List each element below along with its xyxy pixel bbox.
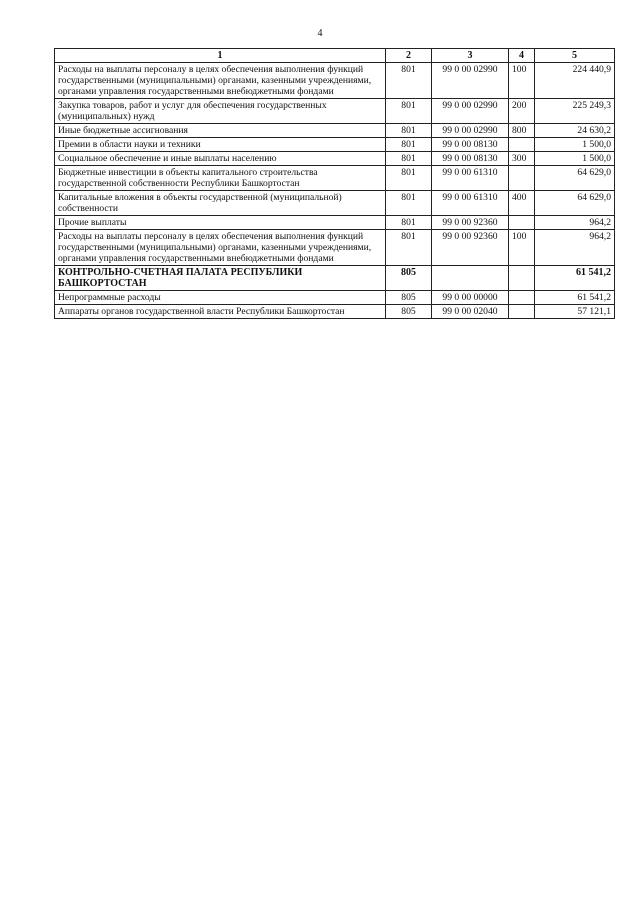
table-row bbox=[55, 216, 615, 230]
table-body bbox=[55, 63, 615, 319]
row-code: 99 0 00 92360 bbox=[432, 230, 509, 266]
row-dept: 801 bbox=[386, 138, 432, 152]
row-type bbox=[509, 166, 535, 191]
table-row-section-total bbox=[55, 266, 615, 291]
row-code bbox=[432, 266, 509, 291]
row-type: 800 bbox=[509, 124, 535, 138]
row-code: 99 0 00 02990 bbox=[432, 63, 509, 99]
row-dept: 801 bbox=[386, 191, 432, 216]
row-dept: 801 bbox=[386, 230, 432, 266]
row-type bbox=[509, 305, 535, 319]
row-name: Премии в области науки и техники bbox=[55, 138, 386, 152]
row-dept: 801 bbox=[386, 63, 432, 99]
table-row bbox=[55, 191, 615, 216]
row-amount: 224 440,9 bbox=[535, 63, 615, 99]
row-code: 99 0 00 61310 bbox=[432, 166, 509, 191]
row-amount: 64 629,0 bbox=[535, 191, 615, 216]
header-col-2: 2 bbox=[386, 49, 432, 63]
table-row bbox=[55, 99, 615, 124]
header-col-3: 3 bbox=[432, 49, 509, 63]
row-amount: 57 121,1 bbox=[535, 305, 615, 319]
table-row bbox=[55, 305, 615, 319]
row-dept: 801 bbox=[386, 124, 432, 138]
row-name: Расходы на выплаты персоналу в целях обеспечения выполнения функций государственными (муниципальными) органами, казенными учреждениями, органами управления государственными внебюджетными фондами bbox=[55, 230, 386, 266]
row-name: Иные бюджетные ассигнования bbox=[55, 124, 386, 138]
row-dept: 805 bbox=[386, 266, 432, 291]
table-row bbox=[55, 291, 615, 305]
header-col-4: 4 bbox=[509, 49, 535, 63]
page-number: 4 bbox=[317, 28, 323, 39]
row-amount: 64 629,0 bbox=[535, 166, 615, 191]
row-code: 99 0 00 61310 bbox=[432, 191, 509, 216]
row-dept: 801 bbox=[386, 99, 432, 124]
table-row bbox=[55, 166, 615, 191]
row-dept: 801 bbox=[386, 166, 432, 191]
row-name: Закупка товаров, работ и услуг для обеспечения государственных (муниципальных) нужд bbox=[55, 99, 386, 124]
row-type bbox=[509, 266, 535, 291]
row-name: Расходы на выплаты персоналу в целях обеспечения выполнения функций государственными (муниципальными) органами, казенными учреждениями, органами управления государственными внебюджетными фондами bbox=[55, 63, 386, 99]
table-header-row bbox=[55, 49, 615, 63]
row-type: 300 bbox=[509, 152, 535, 166]
row-dept: 805 bbox=[386, 305, 432, 319]
row-name: Социальное обеспечение и иные выплаты населению bbox=[55, 152, 386, 166]
row-amount: 964,2 bbox=[535, 216, 615, 230]
table-row bbox=[55, 63, 615, 99]
budget-table bbox=[54, 48, 615, 319]
table-row bbox=[55, 152, 615, 166]
row-name: Капитальные вложения в объекты государственной (муниципальной) собственности bbox=[55, 191, 386, 216]
table-row bbox=[55, 230, 615, 266]
row-dept: 805 bbox=[386, 291, 432, 305]
row-type bbox=[509, 291, 535, 305]
row-type: 400 bbox=[509, 191, 535, 216]
row-type bbox=[509, 138, 535, 152]
row-name: Прочие выплаты bbox=[55, 216, 386, 230]
header-col-5: 5 bbox=[535, 49, 615, 63]
row-code: 99 0 00 00000 bbox=[432, 291, 509, 305]
row-code: 99 0 00 08130 bbox=[432, 138, 509, 152]
table-row bbox=[55, 138, 615, 152]
row-name: Аппараты органов государственной власти Республики Башкортостан bbox=[55, 305, 386, 319]
row-amount: 61 541,2 bbox=[535, 266, 615, 291]
row-dept: 801 bbox=[386, 152, 432, 166]
row-amount: 1 500,0 bbox=[535, 138, 615, 152]
row-amount: 24 630,2 bbox=[535, 124, 615, 138]
row-code: 99 0 00 92360 bbox=[432, 216, 509, 230]
row-name: КОНТРОЛЬНО-СЧЕТНАЯ ПАЛАТА РЕСПУБЛИКИ БАШКОРТОСТАН bbox=[55, 266, 386, 291]
row-dept: 801 bbox=[386, 216, 432, 230]
table-row bbox=[55, 124, 615, 138]
row-name: Непрограммные расходы bbox=[55, 291, 386, 305]
row-amount: 1 500,0 bbox=[535, 152, 615, 166]
row-type: 100 bbox=[509, 230, 535, 266]
row-code: 99 0 00 02990 bbox=[432, 124, 509, 138]
row-name: Бюджетные инвестиции в объекты капитального строительства государственной собственности Республики Башкортостан bbox=[55, 166, 386, 191]
row-amount: 964,2 bbox=[535, 230, 615, 266]
row-amount: 61 541,2 bbox=[535, 291, 615, 305]
header-col-1: 1 bbox=[55, 49, 386, 63]
row-type bbox=[509, 216, 535, 230]
row-code: 99 0 00 02040 bbox=[432, 305, 509, 319]
row-amount: 225 249,3 bbox=[535, 99, 615, 124]
row-type: 200 bbox=[509, 99, 535, 124]
row-type: 100 bbox=[509, 63, 535, 99]
row-code: 99 0 00 08130 bbox=[432, 152, 509, 166]
row-code: 99 0 00 02990 bbox=[432, 99, 509, 124]
